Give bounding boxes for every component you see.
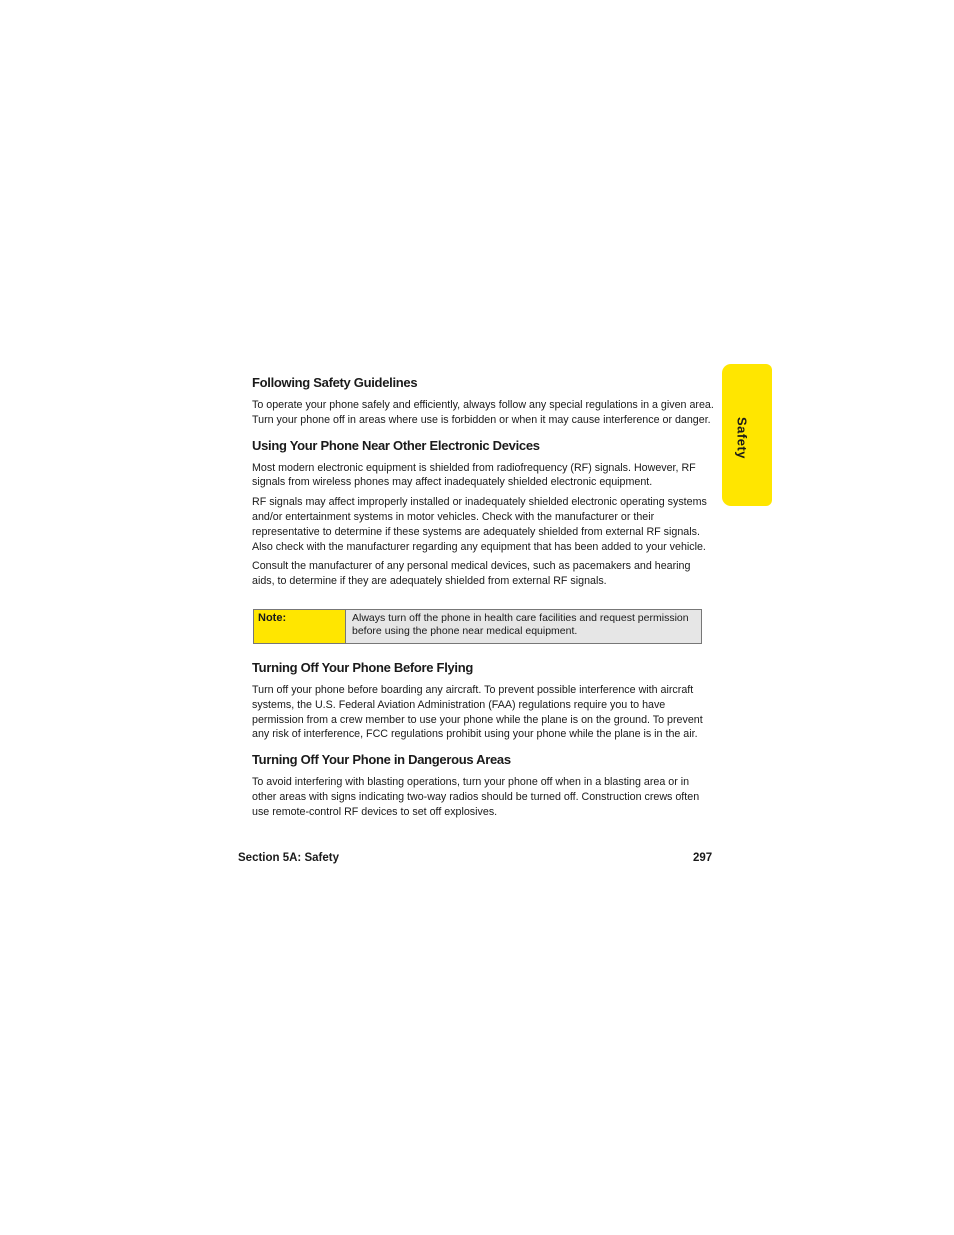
heading-dangerous-areas: Turning Off Your Phone in Dangerous Areas [252,752,511,768]
note-label: Note: [254,610,346,643]
paragraph: RF signals may affect improperly installed or inadequately shielded electronic operating systems and/or entertainment systems in motor vehicles. Check with the manufacturer or their representative to determine if these systems are adequately shielded from external RF signals. Also check with the manufacturer regarding any equipment that has been added to your vehicle. [252,496,707,553]
paragraph: Consult the manufacturer of any personal medical devices, such as pacemakers and hearing aids, to determine if they are adequately shielded from external RF signals. [252,560,691,588]
heading-electronic-devices: Using Your Phone Near Other Electronic Devices [252,437,540,453]
heading-following-safety-guidelines: Following Safety Guidelines [252,375,418,390]
paragraph: To operate your phone safely and efficiently, always follow any special regulations in a given area. Turn your phone off in areas where use is forbidden or when it may cause interference or danger. [252,399,714,426]
note-text: Always turn off the phone in health care facilities and request permission before using the phone near medical equipment. [346,610,701,643]
page-content [252,374,714,825]
paragraph: Most modern electronic equipment is shielded from radiofrequency (RF) signals. However, RF signals from wireless phones may affect inadequately shielded electronic equipment. [252,461,696,489]
paragraph: To avoid interfering with blasting operations, turn your phone off when in a blasting area or in other areas with signs indicating two-way radios should be turned off. Construction crews often use remote-control RF devices to set off explosives. [252,776,700,818]
footer-page-number: 297 [693,852,713,864]
heading-before-flying: Turning Off Your Phone Before Flying [252,659,474,675]
side-tab-label: Safety [734,416,750,460]
paragraph: Turn off your phone before boarding any aircraft. To prevent possible interference with aircraft systems, the U.S. Federal Aviation Administration (FAA) regulations require you to have permission from a crew member to use your phone while the plane is on the ground. To prevent any risk of interference, FCC regulations prohibit using your phone while the plane is in the air. [252,683,703,741]
footer-section-title: Section 5A: Safety [238,852,339,864]
note-box [253,609,702,644]
